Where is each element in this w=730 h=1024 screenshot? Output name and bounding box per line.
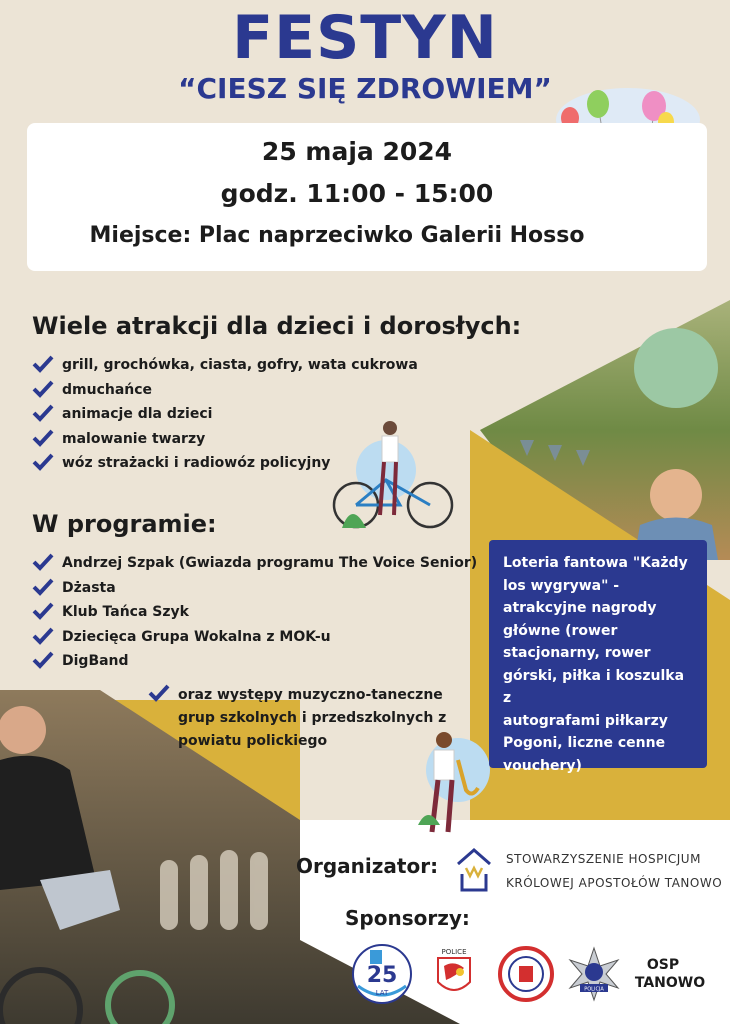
- checkmark-icon: [32, 626, 54, 646]
- list-item: animacje dla dzieci: [32, 404, 418, 429]
- list-item: wóz strażacki i radiowóz policyjny: [32, 453, 418, 478]
- organizer-label: Organizator:: [296, 854, 439, 878]
- checkmark-icon: [32, 452, 54, 472]
- osp-tanowo-label-line-1: OSP: [646, 957, 680, 973]
- checkmark-icon: [32, 601, 54, 621]
- powiat-25-lat-logo: [350, 942, 414, 1006]
- list-item: malowanie twarzy: [32, 429, 418, 454]
- checkmark-icon: [32, 428, 54, 448]
- organizer-name-line-1: STOWARZYSZENIE HOSPICJUM: [506, 852, 701, 866]
- cyclist-photo: [0, 706, 46, 754]
- list-item: DigBand: [32, 651, 477, 676]
- event-title: FESTYN: [232, 3, 498, 73]
- list-item: dmuchańce: [32, 380, 418, 405]
- event-subtitle: “CIESZ SIĘ ZDROWIEM”: [178, 72, 552, 105]
- checkmark-icon: [32, 650, 54, 670]
- state-sanitary-inspection-logo: [498, 946, 554, 1002]
- list-item: Dżasta: [32, 578, 477, 603]
- event-date: 25 maja 2024: [261, 137, 453, 166]
- program-list: [32, 553, 477, 676]
- checkmark-icon: [32, 379, 54, 399]
- police-city-crest-logo: [434, 946, 474, 1002]
- police-badge-logo: [566, 946, 622, 1002]
- organizer-name-line-2: KRÓLOWEJ APOSTOŁÓW TANOWO: [506, 876, 723, 890]
- event-hours: godz. 11:00 - 15:00: [220, 179, 494, 208]
- attractions-heading: Wiele atrakcji dla dzieci i dorosłych:: [32, 312, 522, 340]
- svg-text:LAT: LAT: [375, 989, 389, 997]
- svg-text:POLICJA: POLICJA: [584, 986, 604, 993]
- list-item: Andrzej Szpak (Gwiazda programu The Voice Senior): [32, 553, 477, 578]
- svg-text:25: 25: [366, 963, 398, 988]
- list-item: Klub Tańca Szyk: [32, 602, 477, 627]
- attractions-list: [32, 355, 418, 478]
- lottery-info-box: Loteria fantowa "Każdy los wygrywa" - atrakcyjne nagrody główne (rower stacjonarny, rower górski, piłka i koszulka z autografami piłkarzy Pogoni, liczne cenne vouchery): [489, 540, 707, 768]
- green-balloon: [634, 328, 718, 408]
- program-heading: W programie:: [32, 510, 217, 538]
- checkmark-icon: [32, 403, 54, 423]
- child-photo: [650, 469, 702, 521]
- checkmark-icon: [32, 577, 54, 597]
- osp-tanowo-label-line-2: TANOWO: [634, 975, 706, 991]
- hospice-logo: [454, 846, 494, 894]
- program-extra-note: oraz występy muzyczno-taneczne grup szkolnych i przedszkolnych z powiatu polickiego: [148, 684, 448, 753]
- event-info-box: [27, 123, 707, 271]
- event-place: Miejsce: Plac naprzeciwko Galerii Hosso: [89, 223, 585, 248]
- checkmark-icon: [32, 552, 54, 572]
- svg-text:POLICE: POLICE: [441, 948, 467, 956]
- checkmark-icon: [32, 354, 54, 374]
- sponsors-label: Sponsorzy:: [345, 906, 470, 930]
- checkmark-icon: [148, 683, 170, 703]
- list-item: Dziecięca Grupa Wokalna z MOK-u: [32, 627, 477, 652]
- list-item: grill, grochówka, ciasta, gofry, wata cukrowa: [32, 355, 418, 380]
